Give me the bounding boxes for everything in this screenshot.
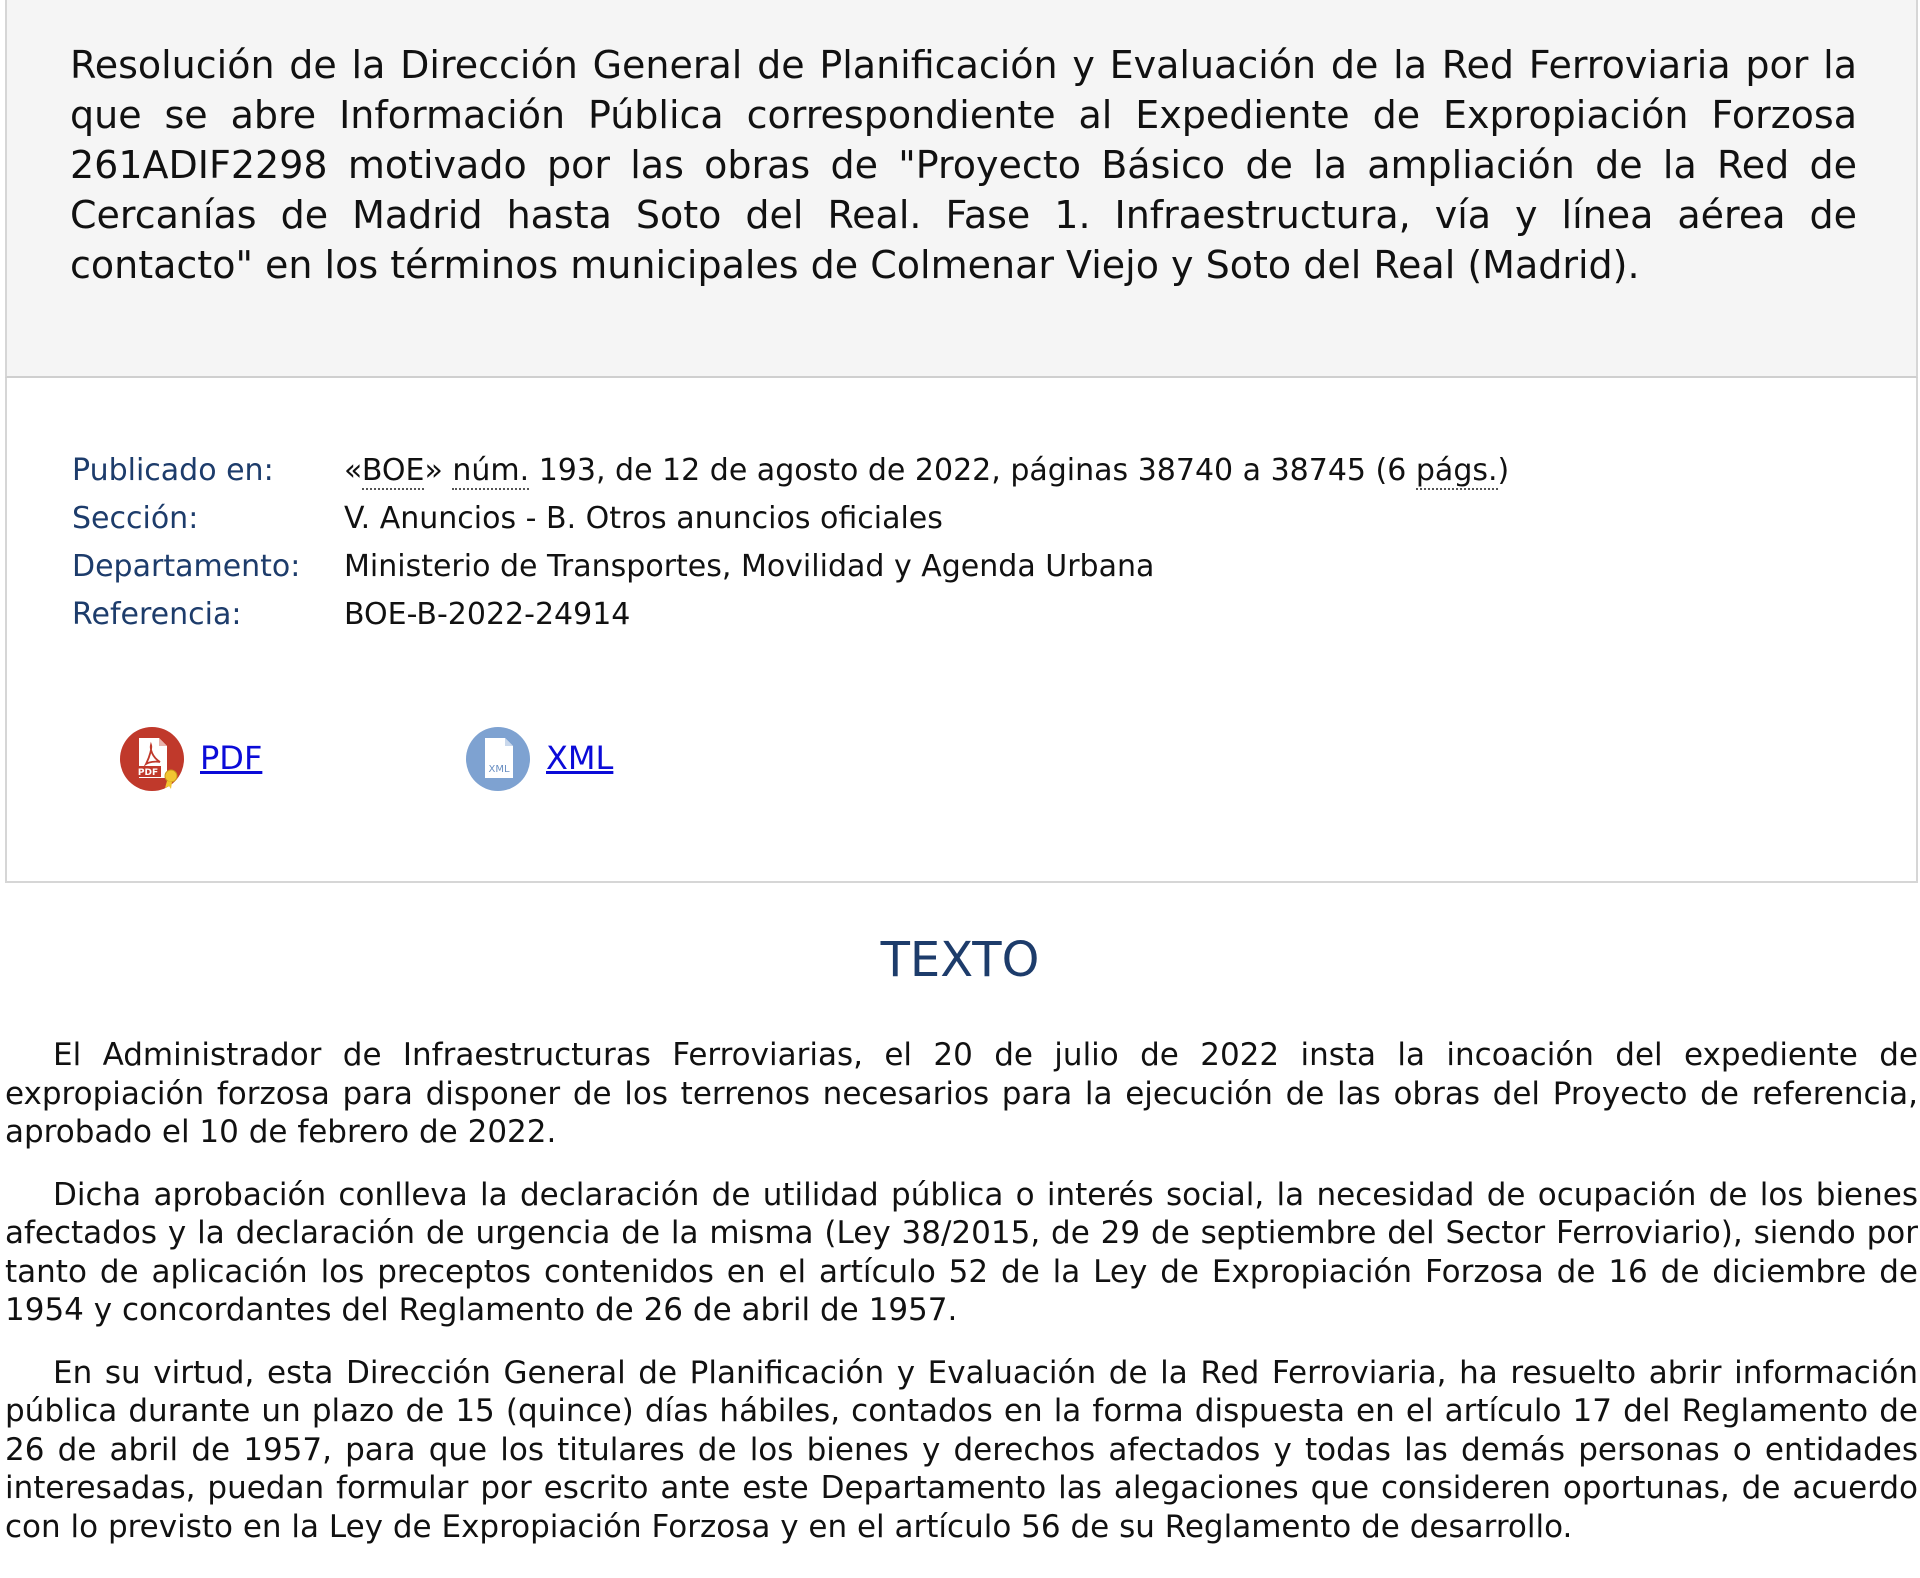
body-text [5,1036,1918,1570]
xml-link-label: XML [546,739,614,777]
title-box [5,0,1918,378]
pdf-icon [119,726,185,792]
num-abbr[interactable]: núm. [452,453,530,488]
published-value [344,447,1509,495]
published-label: Publicado en: [72,453,274,488]
section-label: Sección: [72,501,199,536]
boe-abbr[interactable]: BOE [361,453,425,488]
reference-label: Referencia: [72,597,242,632]
pags-abbr[interactable]: págs. [1415,453,1498,488]
text-section-heading: TEXTO [880,932,1040,988]
document-title: Resolución de la Dirección General de Planificación y Evaluación de la Red Ferroviaria por la que se abre Información Pública correspondiente al Expediente de Expropiación Forzosa 261ADIF2298 motivado por las obras de "Proyecto Básico de la ampliación de la Red de Cercanías de Madrid hasta Soto del Real. Fase 1. Infraestructura, vía y línea aérea de contacto" en los términos municipales de Colmenar Viejo y Soto del Real (Madrid). [70,43,1857,287]
pdf-link-label: PDF [200,739,263,777]
paragraph: En su virtud, esta Dirección General de Planificación y Evaluación de la Red Ferroviaria, ha resuelto abrir información pública durante un plazo de 15 (quince) días hábiles, contados en la forma dispuesta en el artículo 17 del Reglamento de 26 de abril de 1957, para que los titulares de los bienes y derechos afectados y todas las demás personas o entidades interesadas, puedan formular por escrito ante este Departamento las alegaciones que consideren oportunas, de acuerdo con lo previsto en la Ley de Expropiación Forzosa y en el artículo 56 de su Reglamento de desarrollo. [5,1354,1918,1545]
metadata-box [5,378,1918,883]
department-value: Ministerio de Transportes, Movilidad y Agenda Urbana [344,549,1155,584]
paragraph: Dicha aprobación conlleva la declaración de utilidad pública o interés social, la necesidad de ocupación de los bienes afectados y la declaración de urgencia de la misma (Ley 38/2015, de 29 de septiembre del Sector Ferroviario), siendo por tanto de aplicación los preceptos contenidos en el artículo 52 de la Ley de Expropiación Forzosa de 16 de diciembre de 1954 y concordantes del Reglamento de 26 de abril de 1957. [5,1176,1918,1328]
close-paren: ) [1497,453,1510,488]
quote-open: « [344,453,362,488]
xml-icon [465,726,531,792]
section-value: V. Anuncios - B. Otros anuncios oficiales [344,501,943,536]
department-label: Departamento: [72,549,301,584]
reference-value: BOE-B-2022-24914 [344,597,631,632]
published-detail: 193, de 12 de agosto de 2022, páginas 38740 a 38745 (6 [529,453,1416,488]
paragraph: El Administrador de Infraestructuras Ferroviarias, el 20 de julio de 2022 insta la incoación del expediente de expropiación forzosa para disponer de los terrenos necesarios para la ejecución de las obras del Proyecto de referencia, aprobado el 10 de febrero de 2022. [5,1037,1918,1150]
pdf-icon-text: PDF [137,768,159,778]
xml-icon-text: XML [488,764,510,775]
quote-close: » [424,453,443,488]
